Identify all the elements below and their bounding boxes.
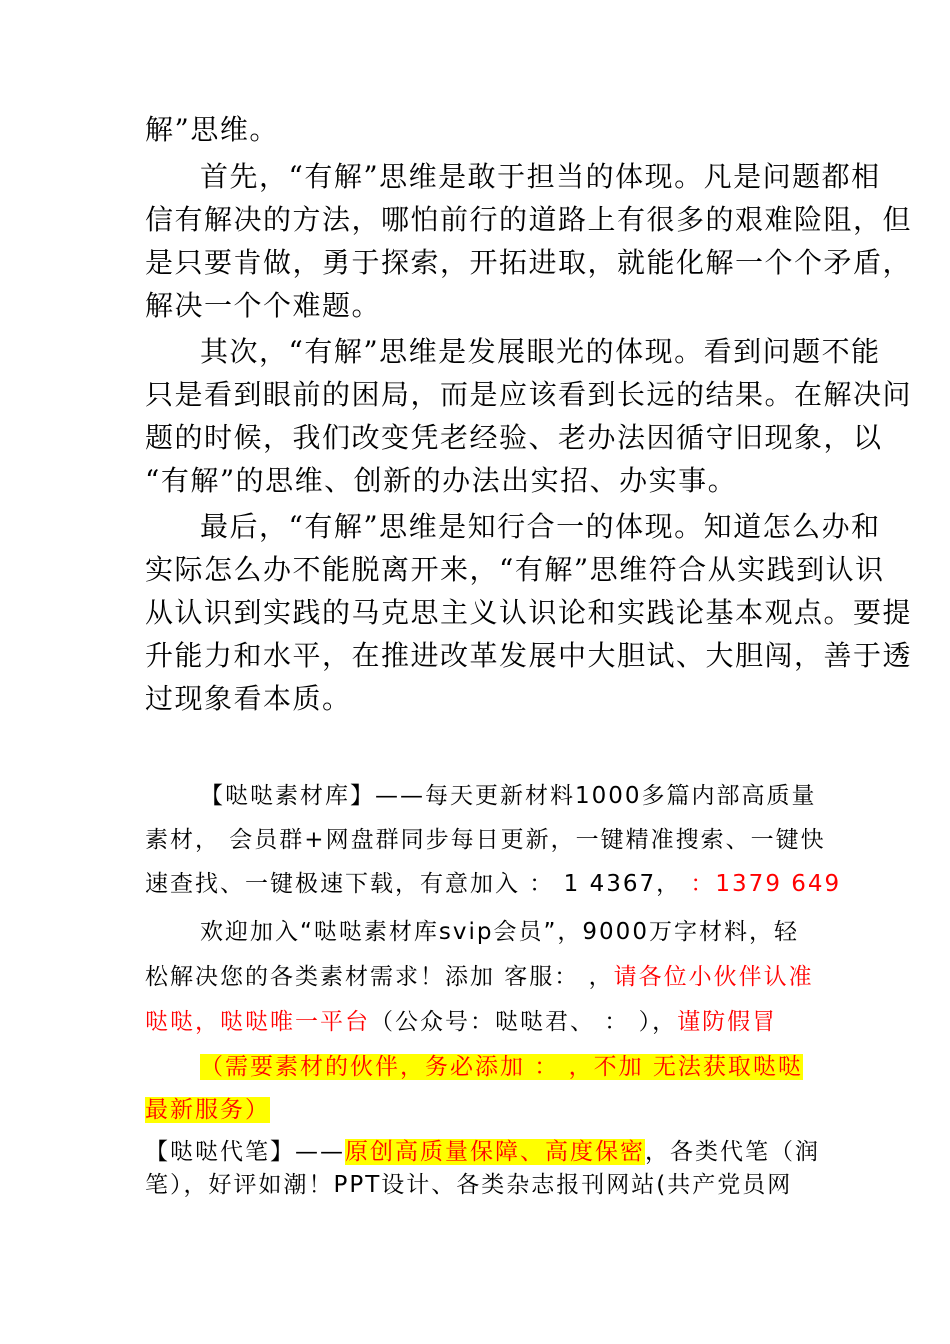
paragraph-line: 信有解决的方法，哪怕前行的道路上有很多的艰难险阻，但 [145, 203, 913, 236]
paragraph-line: 升能力和水平，在推进改革发展中大胆试、大胆闯，善于透 [145, 639, 913, 672]
paragraph-line: 首先，“有解”思维是敢于担当的体现。凡是问题都相 [200, 160, 881, 193]
paragraph-line: 从认识到实践的马克思主义认识论和实践论基本观点。要提 [145, 596, 913, 629]
ad-highlight-text: 原创高质量保障、高度保密 [345, 1139, 645, 1165]
ad-line [145, 1004, 810, 1040]
ad-warning-text: 请各位小伙伴认准 [613, 964, 814, 990]
paragraph-line: 只是看到眼前的困局，而是应该看到长远的结果。在解决问 [145, 378, 913, 411]
ad-line [145, 1134, 820, 1170]
ad-highlight-text: （需要素材的伙伴，务必添加 ： ，不加 无法获取哒哒 [200, 1054, 803, 1080]
ad-line: 欢迎加入“哒哒素材库svip会员”，9000万字材料，轻 [200, 919, 799, 945]
ad-warning-text: 哒哒，哒哒唯一平台 [145, 1009, 370, 1035]
paragraph-line: 是只要肯做，勇于探索，开拓进取，就能化解一个个矛盾， [145, 246, 913, 279]
ad-text: ，各类代笔（润 [645, 1139, 820, 1165]
ad-line [145, 866, 842, 902]
paragraph-line: 题的时候，我们改变凭老经验、老办法因循守旧现象，以 [145, 421, 883, 454]
ad-highlight-text: 最新服务） [145, 1097, 270, 1123]
paragraph-line: 解”思维。 [145, 113, 279, 146]
ad-line [145, 1092, 810, 1128]
paragraph-line: 最后，“有解”思维是知行合一的体现。知道怎么办和 [200, 510, 881, 543]
ad-line: 素材， 会员群+网盘群同步每日更新，一键精准搜索、一键快 [145, 827, 826, 853]
ad-line [145, 959, 814, 995]
ad-text: 【哒哒代笔】—— [145, 1139, 345, 1165]
paragraph-line: 实际怎么办不能脱离开来，“有解”思维符合从实践到认识 [145, 553, 885, 586]
ad-line [200, 1049, 810, 1085]
ad-warning-text: 谨防假冒 [677, 1009, 778, 1035]
paragraph-line: 解决一个个难题。 [145, 289, 382, 322]
ad-contact-number: ：1379 649 [681, 871, 842, 897]
ad-line: 笔），好评如潮！PPT设计、各类杂志报刊网站(共产党员网 [145, 1172, 793, 1198]
paragraph-line: 过现象看本质。 [145, 682, 352, 715]
ad-text: 松解决您的各类素材需求！添加 客服： ， [145, 964, 614, 990]
ad-line: 【哒哒素材库】——每天更新材料1000多篇内部高质量 [200, 783, 817, 809]
paragraph-line: “有解”的思维、创新的办法出实招、办实事。 [145, 464, 738, 497]
ad-text: （公众号：哒哒君、 ： ）， [370, 1009, 678, 1035]
ad-text: 速查找、一键极速下载，有意加入 ： 1 4367， [145, 871, 682, 897]
paragraph-line: 其次，“有解”思维是发展眼光的体现。看到问题不能 [200, 335, 881, 368]
